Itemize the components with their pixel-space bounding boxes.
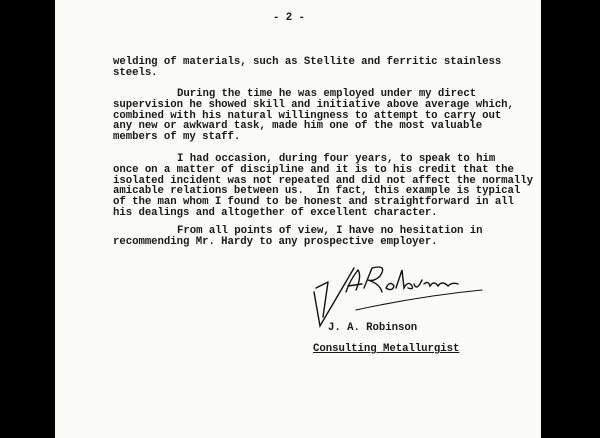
text-line: amicable relations between us. In fact, this example is typical	[113, 185, 521, 198]
text-line: From all points of view, I have no hesitation in	[177, 225, 483, 237]
text-line: once on a matter of discipline and it is to his credit that the	[113, 163, 514, 176]
handwritten-signature	[310, 262, 490, 330]
text-line: combined with his natural willingness to attempt to carry out	[113, 109, 502, 122]
text-line: any new or awkward task, made him one of the most valuable	[113, 120, 483, 133]
letter-page	[55, 0, 541, 438]
signatory-title: Consulting Metallurgist	[313, 343, 460, 355]
paragraph-3	[113, 154, 533, 219]
text-line: members of my staff.	[113, 131, 241, 144]
text-line: isolated incident was not repeated and did not affect the normally	[113, 174, 533, 187]
paragraph-1	[113, 57, 501, 79]
text-line: of the man whom I found to be honest and straightforward in all	[113, 196, 514, 209]
text-line: his dealings and altogether of excellent character.	[113, 206, 438, 219]
text-line: During the time he was employed under my direct	[177, 88, 477, 100]
paragraph-2	[113, 89, 514, 143]
text-line: steels.	[113, 66, 158, 79]
text-line: I had occasion, during four years, to speak to him	[177, 153, 496, 165]
text-line: supervision he showed skill and initiative above average which,	[113, 98, 514, 111]
paragraph-4	[113, 226, 482, 248]
text-line: recommending Mr. Hardy to any prospective employer.	[113, 235, 438, 248]
page-number: - 2 -	[273, 12, 305, 24]
text-line: welding of materials, such as Stellite and ferritic stainless	[113, 56, 502, 68]
signatory-name: J. A. Robinson	[328, 322, 418, 334]
